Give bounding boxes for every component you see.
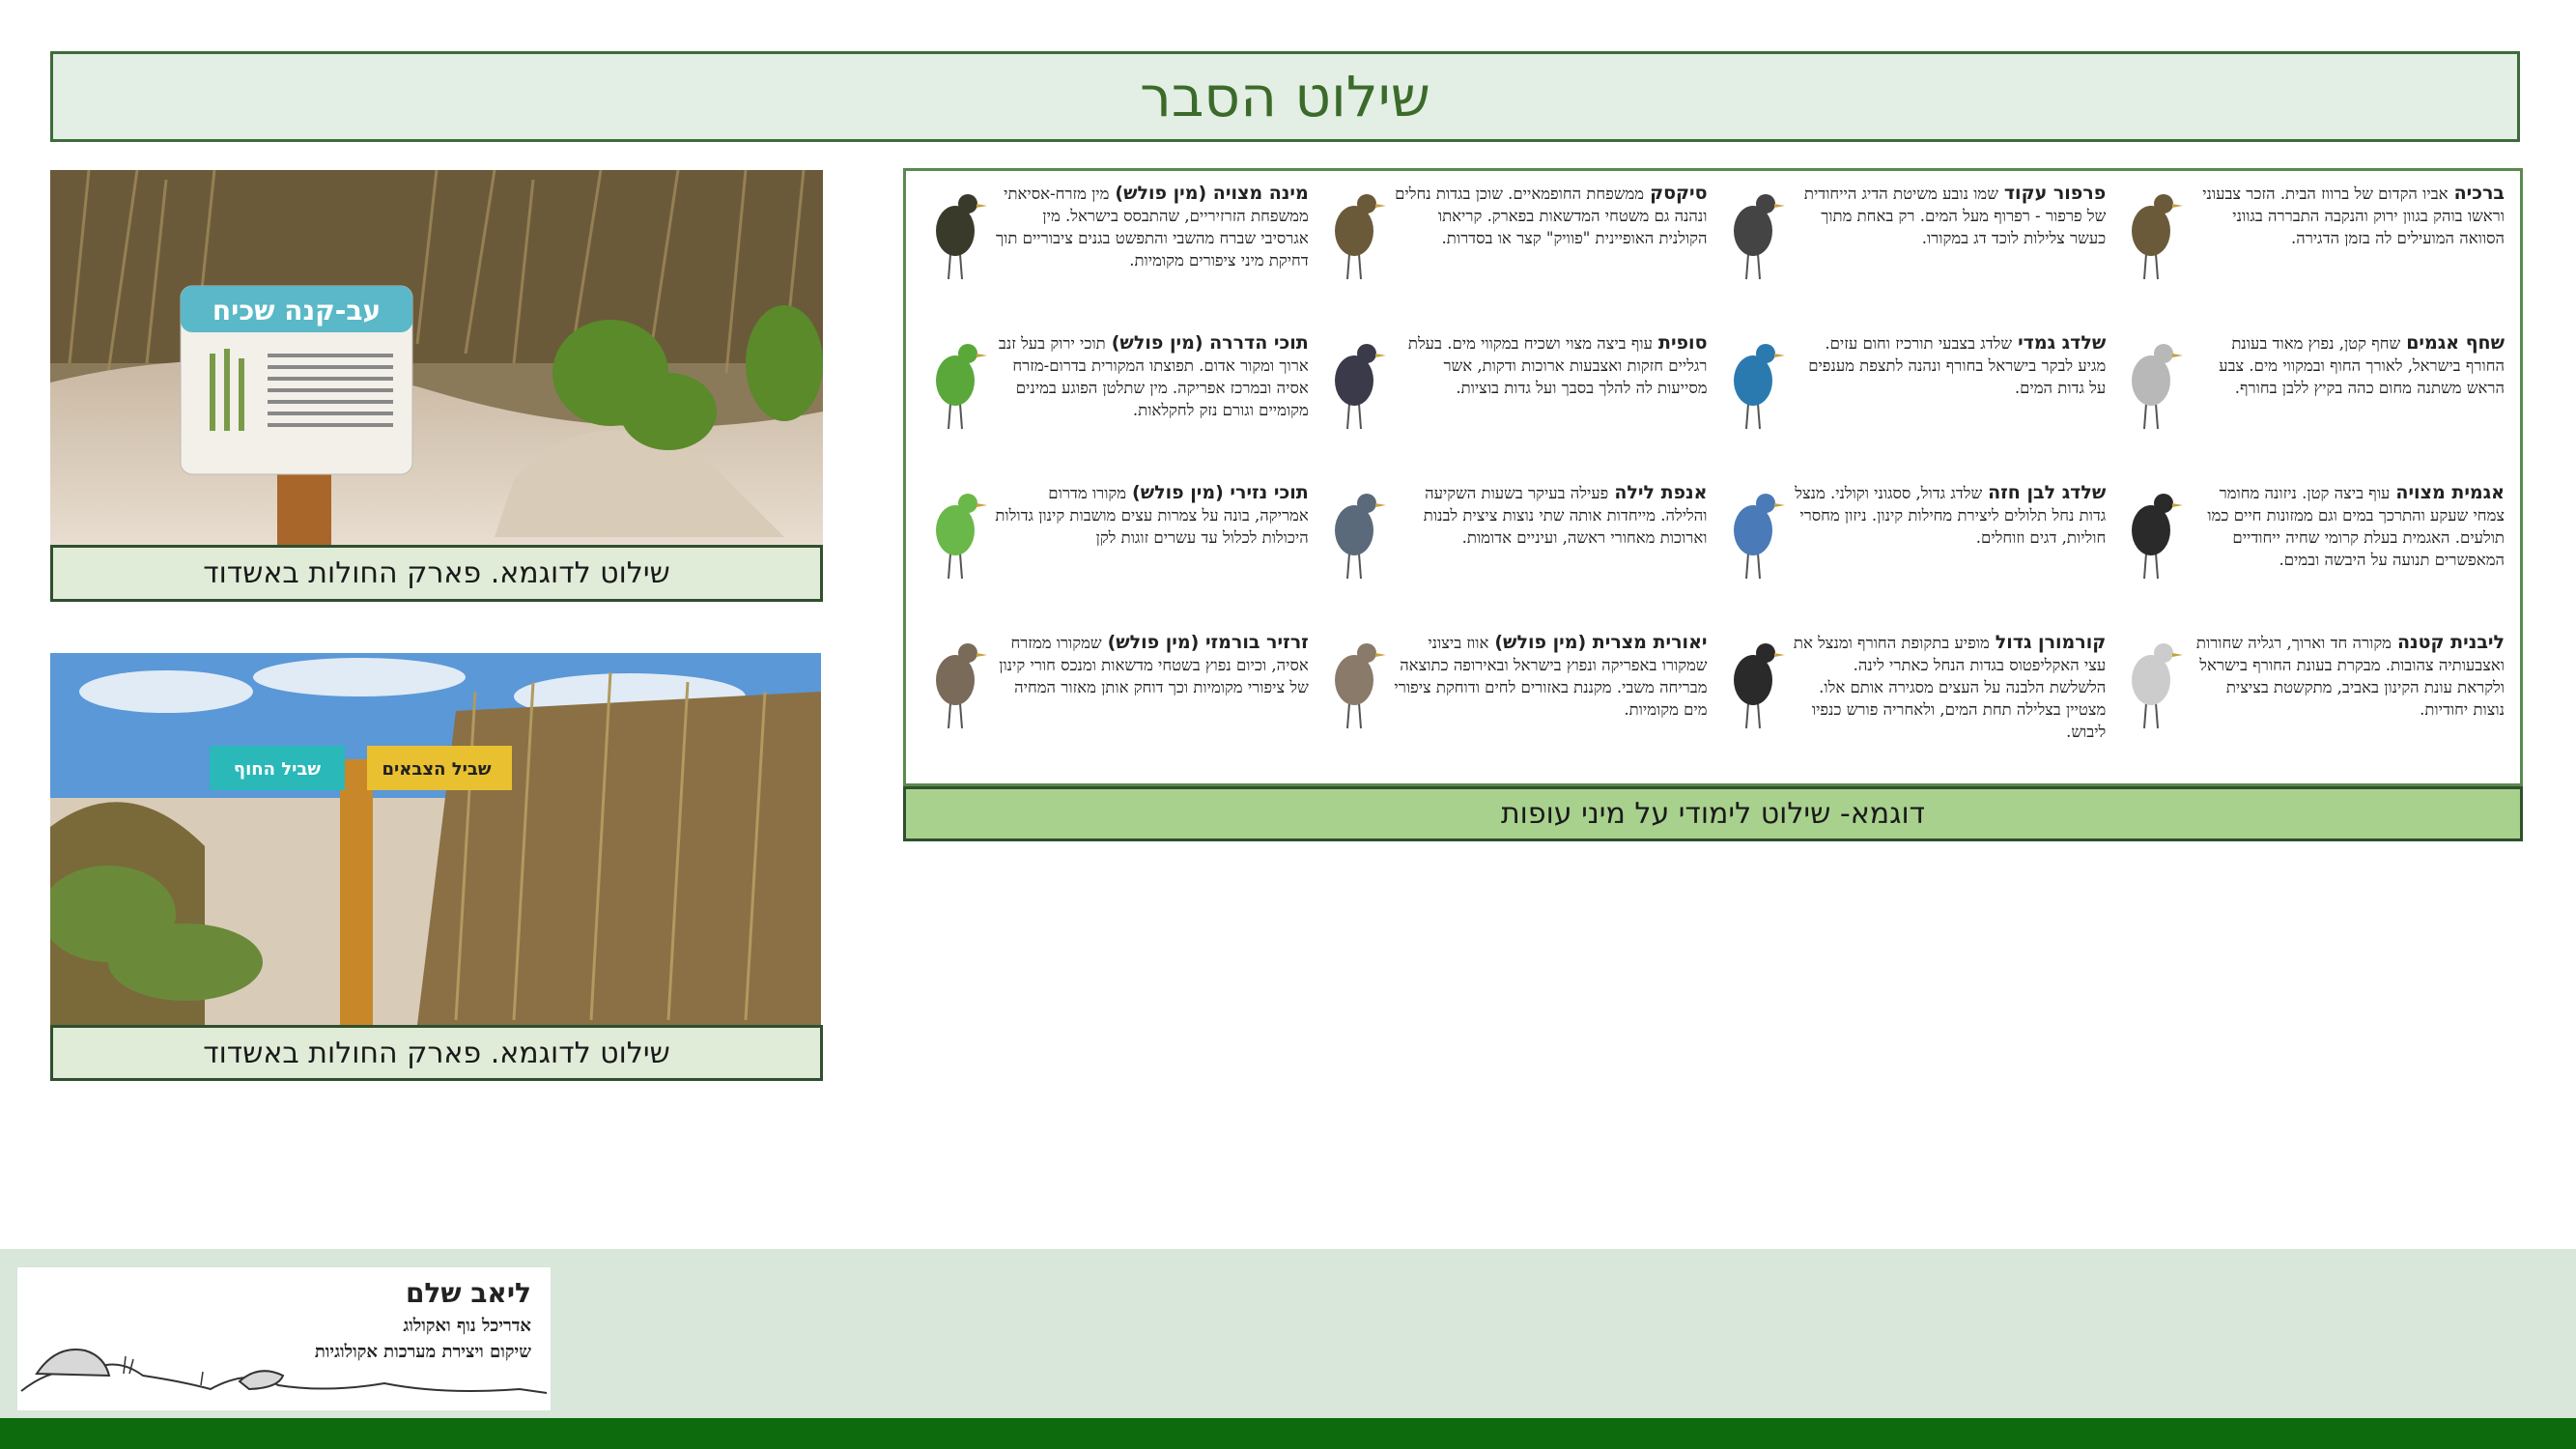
bird-illustration-icon <box>1320 482 1388 588</box>
bird-description: מקורו מדרום אמריקה, בונה על צמרות עצים מושבות קינון גדולות היכולות לכלול עד עשרים זוגות לקן <box>995 484 1309 547</box>
bird-illustration-icon <box>1719 482 1787 588</box>
sign-left: שביל הצבאים <box>382 759 492 780</box>
bird-description: שמו נובע משיטת הדיג הייחודית של פרפור - רפרוף מעל המים. רק באחת מתוך כעשר צלילות לוכד דג במקורו. <box>1803 185 2107 247</box>
bird-description: שמקורו ממזרח אסיה, וכיום נפוץ בשטחי מדשאות ומנכס חורי קינון של ציפורי מקומיות וכך דוחק אותן מאזור המחיה <box>999 634 1309 696</box>
bird-name: ליבנית קטנה <box>2396 632 2505 653</box>
bird-name: פרפור עקוד <box>2003 183 2107 204</box>
bird-name: שלדג גמדי <box>2018 332 2107 354</box>
bird-description: ממשפחת החופמאיים. שוכן בגדות נחלים ונהנה גם משטחי המדשאות בפארק. קריאתו הקולנית האופיינית "פוויק" קצר או בסדרות. <box>1395 185 1708 247</box>
bird-name: אגמית מצויה <box>2395 482 2505 503</box>
bird-card <box>916 478 1315 628</box>
page-title: שילוט הסבר <box>50 51 2520 142</box>
dunes-sign-photo <box>50 170 823 545</box>
bird-name: שחף אגמים <box>2406 332 2505 354</box>
bird-illustration-icon <box>1320 632 1388 738</box>
bird-illustration-icon <box>1320 332 1388 439</box>
bird-card <box>1315 478 1713 628</box>
photo-sign-dunes <box>50 170 823 545</box>
sign-title: עב-קנה שכיח <box>212 295 382 327</box>
bird-description: שלדג בצבעי תורכיז וחום עזים. מגיע לבקר בישראל בחורף ונהנה לתצפת מענפים על גדות המים. <box>1808 334 2107 397</box>
bird-illustration-icon <box>2117 332 2185 439</box>
bird-name: תוכי נזירי (מין פולש) <box>1132 482 1309 503</box>
bird-illustration-icon <box>1719 183 1787 289</box>
bird-card <box>916 328 1315 478</box>
logo-name: ליאב שלם <box>405 1277 531 1309</box>
bird-info-panel <box>903 168 2523 786</box>
bird-illustration-icon <box>1719 632 1787 738</box>
bird-name: קורמורן גדול <box>1995 632 2107 653</box>
bird-name: יאורית מצרית (מין פולש) <box>1494 632 1708 653</box>
bird-illustration-icon <box>921 482 989 588</box>
bird-description: שלדג גדול, ססגוני וקולני. מנצל גדות נחל תלולים ליצירת מחילות קינון. ניזון מחסרי חוליות, דגים וזוחלים. <box>1795 484 2107 547</box>
bird-card <box>1315 628 1713 778</box>
bird-card <box>2111 328 2510 478</box>
footer-strip <box>0 1418 2576 1449</box>
bird-illustration-icon <box>2117 183 2185 289</box>
bird-name: שלדג לבן חזה <box>1988 482 2107 503</box>
logo <box>17 1267 551 1410</box>
bird-panel-caption: דוגמא- שילוט לימודי על מיני עופות <box>903 786 2523 841</box>
bird-illustration-icon <box>2117 482 2185 588</box>
photo-trail-sign <box>50 653 821 1025</box>
trail-signpost-photo <box>50 653 821 1025</box>
bird-card <box>2111 478 2510 628</box>
bird-description: מופיע בתקופת החורף ומנצל את עצי האקליפטוס בגדות הנחל כאתרי לינה. הלשלשת הלבנה על העצים מסגירה אותם אלו. מצטיין בצלילה תחת המים, ולאחריה פורש כנפיו ליבוש. <box>1793 634 2107 741</box>
bird-name: סיקסק <box>1650 183 1708 204</box>
bird-name: אנפת לילה <box>1614 482 1708 503</box>
photo-caption-2: שילוט לדוגמא. פארק החולות באשדוד <box>50 1025 823 1081</box>
bird-description: עוף ביצה קטן. ניזונה מחומר צמחי שעקע והתרכך במים וגם ממזונות חיים כמו תולעים. האגמית בעלת קרומי שחיה ייחודיים המאפשרים תנועה על היבשה ובמים. <box>2207 484 2505 569</box>
sign-right: שביל החוף <box>233 759 322 780</box>
bird-description: שחף קטן, נפוץ מאוד בעונת החורף בישראל, לאורך החוף ובמקווי מים. צבע הראש משתנה מחום כהה בקיץ ללבן בחורף. <box>2219 334 2505 397</box>
bird-card <box>1713 328 2112 478</box>
bird-illustration-icon <box>921 183 989 289</box>
bird-description: מין מזרח-אסיאתי ממשפחת הזרזיריים, שהתבסס בישראל. מין אגרסיבי שברח מהשבי והתפשט בגנים ציבוריים תוך דחיקת מיני ציפורים מקומיות. <box>996 185 1309 270</box>
landscape-sketch-icon <box>17 1267 551 1410</box>
bird-illustration-icon <box>921 332 989 439</box>
bird-illustration-icon <box>921 632 989 738</box>
logo-subtitle-2: שיקום ויצירת מערכות אקולוגיות <box>314 1342 531 1362</box>
bird-description: מקורה חד וארוך, רגליה שחורות ואצבעותיה צהובות. מבקרת בעונת החורף בישראל ולקראת עונת הקינון באביב, מתקשטת בציצית נוצות יחודיות. <box>2195 634 2505 719</box>
logo-subtitle-1: אדריכל נוף ואקולוג <box>403 1316 531 1336</box>
bird-description: אביו הקדום של ברווז הבית. הזכר צבעוני וראשו בוהק בגוון ירוק והנקבה התבררה בגווני הסוואה המועילים לה בזמן הדגירה. <box>2202 185 2505 247</box>
bird-card <box>916 179 1315 328</box>
bird-illustration-icon <box>2117 632 2185 738</box>
bird-card <box>1315 179 1713 328</box>
bird-name: תוכי הדררה (מין פולש) <box>1111 332 1309 354</box>
bird-name: ברכיה <box>2453 183 2505 204</box>
bird-card <box>1713 179 2112 328</box>
bird-description: תוכי ירוק בעל זנב ארוך ומקור אדום. תפוצתו המקורית בדרום-מזרח אסיה ובמרכז אפריקה. מין שתלטן הפוגע במינים מקומיים וגורם נזק לחקלאות. <box>998 334 1309 419</box>
bird-card <box>2111 628 2510 778</box>
bird-card <box>1315 328 1713 478</box>
bird-card <box>1713 628 2112 778</box>
bird-name: מינה מצויה (מין פולש) <box>1115 183 1309 204</box>
bird-name: זרזיר בורמזי (מין פולש) <box>1107 632 1309 653</box>
bird-description: אווז ביצוני שמקורו באפריקה ונפוץ בישראל ובאירופה כתוצאה מבריחה משבי. מקננת באזורים לחים ודוחקת ציפורי מים מקומיות. <box>1394 634 1708 719</box>
bird-illustration-icon <box>1719 332 1787 439</box>
photo-caption-1: שילוט לדוגמא. פארק החולות באשדוד <box>50 545 823 602</box>
bird-illustration-icon <box>1320 183 1388 289</box>
bird-card <box>2111 179 2510 328</box>
bird-card <box>916 628 1315 778</box>
bird-description: פעילה בעיקר בשעות השקיעה והלילה. מייחדות אותה שתי נוצות ציצית לבנות וארוכות מאחורי ראשה, ועיניים אדומות. <box>1423 484 1708 547</box>
bird-description: עוף ביצה מצוי ושכיח במקווי מים. בעלת רגליים חזקות ואצבעות ארוכות ודקות, אשר מסייעות לה להלך בסבך ועל גדות בוציות. <box>1407 334 1708 397</box>
bird-name: סופית <box>1657 332 1708 354</box>
bird-card <box>1713 478 2112 628</box>
